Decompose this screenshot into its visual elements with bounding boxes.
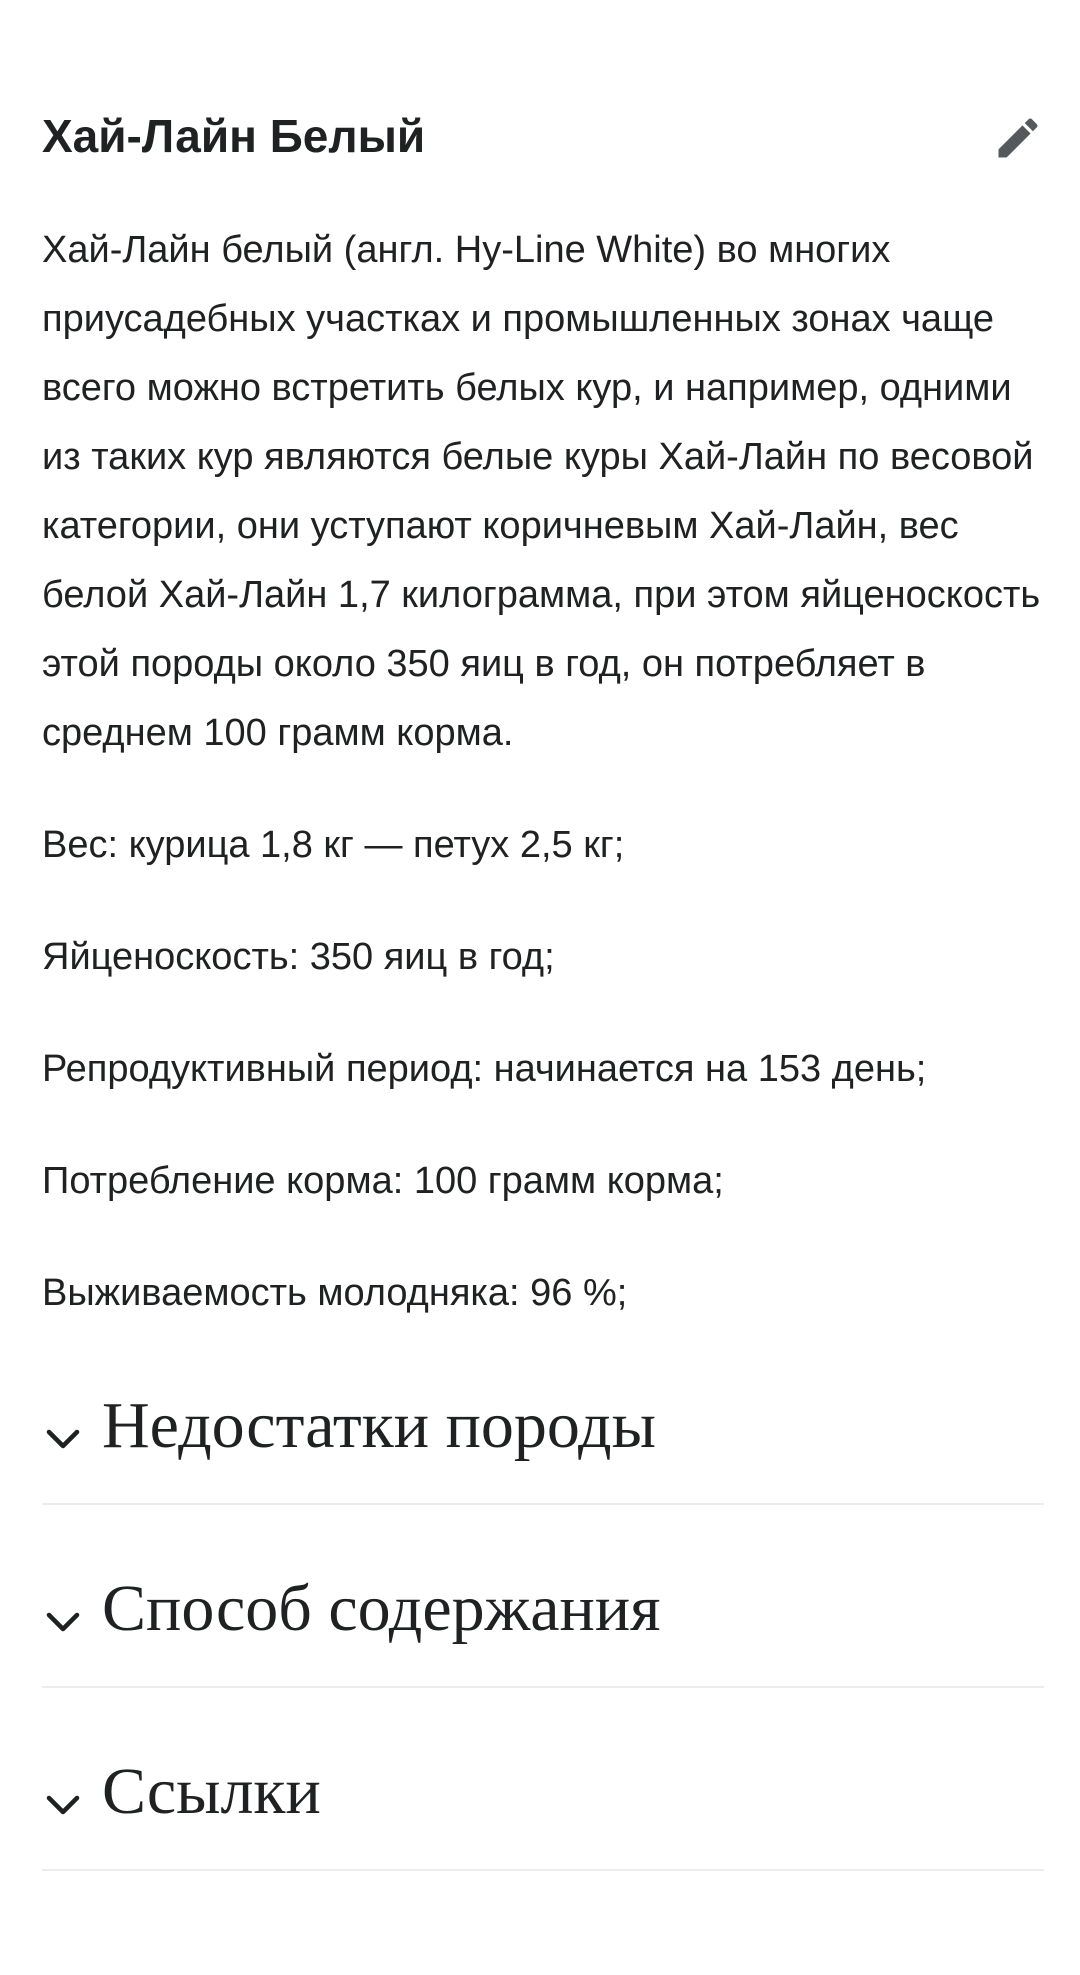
section-toggle-keeping[interactable]	[42, 1563, 1044, 1688]
section-toggle-title: Ссылки	[102, 1755, 321, 1828]
chevron-down-icon	[42, 1601, 84, 1643]
chevron-down-icon	[42, 1418, 84, 1460]
section-header	[42, 108, 1044, 164]
fact-survival-rate: Выживаемость молодняка: 96 %;	[42, 1272, 628, 1314]
fact-feed-consumption: Потребление корма: 100 грамм корма;	[42, 1160, 724, 1202]
chevron-down-icon	[42, 1784, 84, 1826]
section-toggle-title: Недостатки породы	[102, 1389, 656, 1462]
fact-weight: Вес: курица 1,8 кг — петух 2,5 кг;	[42, 824, 625, 866]
section-toggle-drawbacks[interactable]	[42, 1380, 1044, 1505]
fact-reproductive-period: Репродуктивный период: начинается на 153 день;	[42, 1048, 927, 1090]
section-title: Хай-Лайн Белый	[42, 110, 426, 162]
article-content	[42, 0, 1044, 1871]
intro-paragraph: Хай-Лайн белый (англ. Hy-Line White) во многих приусадебных участках и промышленных зонах чаще всего можно встретить белых кур, и например, одними из таких кур являются белые куры Хай-Лайн по весовой категории, они уступают коричневым Хай-Лайн, вес белой Хай-Лайн 1,7 килограмма, при этом яйценоскость этой породы около 350 яиц в год, он потребляет в среднем 100 грамм корма.	[42, 229, 1041, 754]
section-toggle-title: Способ содержания	[102, 1572, 661, 1645]
pencil-icon[interactable]	[992, 112, 1044, 164]
section-toggle-links[interactable]	[42, 1746, 1044, 1871]
fact-egg-production: Яйценоскость: 350 яиц в год;	[42, 936, 555, 978]
